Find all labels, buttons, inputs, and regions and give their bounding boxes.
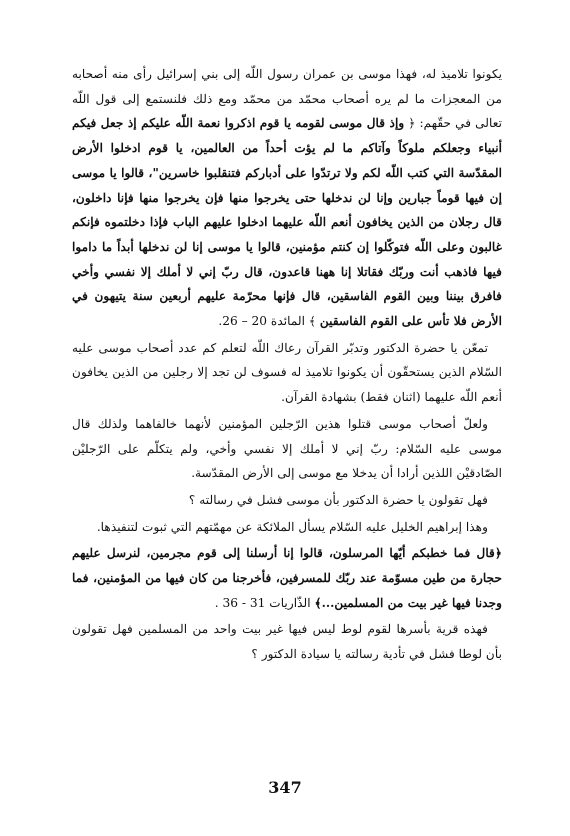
page-body (72, 62, 502, 669)
quran-verse-dhariyat: ﴿قال فما خطبكم أيّها المرسلون، قالوا إنا أرسلنا إلى قوم مجرمين، لنرسل عليهم حجارة من طين مسوّمة عند ربّك للمسرفين، فأخرجنا من كان فيها من المؤمنين، فما وجدنا فيها غير بيت من المسلمين...﴾ (72, 546, 502, 610)
verse-citation-maida: ﴾ المائدة 20 – 26. (218, 314, 320, 329)
page-number: 347 (268, 778, 302, 797)
paragraph-question-moses: فهل تقولون يا حضرة الدكتور بأن موسى فشل في رسالته ؟ (188, 492, 488, 507)
paragraph-quran-maida (72, 62, 502, 334)
paragraph-quran-dhariyat (72, 541, 502, 615)
paragraph-reflection: تمعّن يا حضرة الدكتور وتدبّر القرآن رعاك اللّه لتعلم كم عدد أصحاب موسى عليه السّلام الذين يستحقّون أن يكونوا تلاميذ له فسوف لن تجد إلا رجلين من الذين يخافون أنعم اللّه عليهما (اثنان فقط) بشهادة القرآن. (72, 340, 502, 405)
paragraph-intro-text: يكونوا تلاميذ له، فهذا موسى بن عمران رسول اللّه إلى بني إسرائيل رأى منه أصحابه من المعجزات ما لم يره أصحاب محمّد من محمّد ومع ذلك فلنستمع إلى قول اللّه تعالى في حقّهم: ﴿ (72, 67, 502, 131)
paragraph-two-men: ولعلّ أصحاب موسى قتلوا هذين الرّجلين المؤمنين لأنهما خالفاهما ولذلك قال موسى عليه السّلام: ربّ إني لا أملك إلا نفسي وأخي، ولم يتكلّم على الرّجليْن الصّادقيْن اللذين أرادا أن يدخلا مع موسى إلى الأرض المقدّسة. (72, 416, 502, 481)
paragraph-ibrahim: وهذا إبراهيم الخليل عليه السّلام يسأل الملائكة عن مهمّتهم التي ثبوت لتنفيذها. (96, 519, 488, 534)
quran-verse-maida: وإذ قال موسى لقومه يا قوم اذكروا نعمة اللّه عليكم إذ جعل فيكم أنبياء وجعلكم ملوكاً وآتاكم ما لم يؤت أحداً من العالمين، يا قوم ادخلوا الأرض المقدّسة التي كتب اللّه لكم ولا ترتدّوا على أدباركم فتنقلبوا خاسرين"، قالوا يا موسى إن فيها قوماً جبارين وإنا لن ندخلها حتى يخرجوا منها فإن يخرجوا منها فإنا داخلون، قال رجلان من الذين يخافون أنعم اللّه عليهما ادخلوا عليهم الباب فإذا دخلتموه فإنكم غالبون وعلى اللّه فتوكّلوا إن كنتم مؤمنين، قالوا يا موسى إنا لن ندخلها أبداً ما داموا فيها فاذهب أنت وربّك فقاتلا إنا ههنا قاعدون، قال ربّ إني لا أملك إلا نفسي وأخي فافرق بيننا وبين القوم الفاسقين، قال فإنها محرّمة عليهم أربعين سنة يتيهون في الأرض فلا تأس على القوم الفاسقين (72, 116, 502, 329)
verse-citation-dhariyat: الذّاريات 31 - 36 . (214, 595, 315, 610)
paragraph-question-lot: فهذه قرية بأسرها لقوم لوط ليس فيها غير بيت واحد من المسلمين فهل تقولون بأن لوطا فشل في تأدية رسالته يا سيادة الدكتور ؟ (72, 622, 502, 662)
